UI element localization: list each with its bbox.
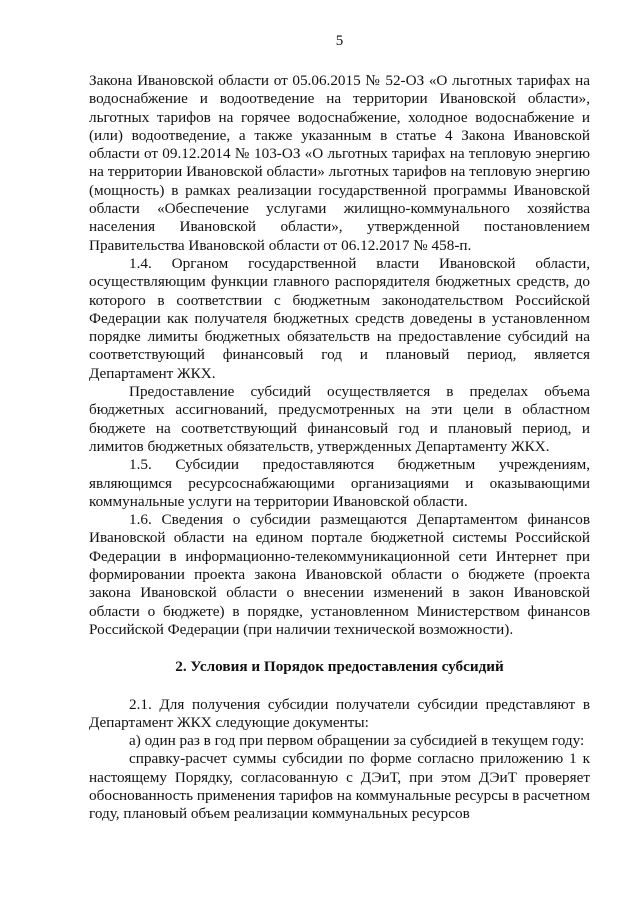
paragraph: справку-расчет суммы субсидии по форме согласно приложению 1 к настоящему Порядку, согласованную с ДЭиТ, при этом ДЭиТ проверяет обоснованность применения тарифов на коммунальные ресурсы в расчетном году, плановый объем реализации коммунальных ресурсов [89, 750, 590, 823]
section-heading: 2. Условия и Порядок предоставления субсидий [175, 658, 504, 676]
paragraph: 1.6. Сведения о субсидии размещаются Департаментом финансов Ивановской области на едином портале бюджетной системы Российской Федерации в информационно-телекоммуникационной сети Интернет при формировании проекта закона Ивановской области о бюджете (проекта закона Ивановской области о внесении изменений в закон Ивановской области о бюджете) в порядке, установленном Министерством финансов Российской Федерации (при наличии технической возможности). [89, 511, 590, 638]
paragraph: 2.1. Для получения субсидии получатели субсидии представляют в Департамент ЖКХ следующие документы: [89, 695, 590, 731]
page-number: 5 [335, 33, 344, 49]
paragraph: 1.5. Субсидии предоставляются бюджетным учреждениям, являющимся ресурсоснабжающими организациями и оказывающими коммунальные услуги на территории Ивановской области. [89, 456, 590, 510]
body-text-before [89, 72, 590, 639]
paragraph: 1.4. Органом государственной власти Ивановской области, осуществляющим функции главного распорядителя бюджетных средств, до которого в соответствии с бюджетным законодательством Российской Федерации как получателя бюджетных средств доведены в установленном порядке лимиты бюджетных обязательств на предоставление субсидий на соответствующий финансовый год и плановый период, является Департамент ЖКХ. [89, 254, 590, 382]
paragraph: Закона Ивановской области от 05.06.2015 № 52-ОЗ «О льготных тарифах на водоснабжение и водоотведение на территории Ивановской области», льготных тарифов на горячее водоснабжение, холодное водоснабжение и (или) водоотведение, а также указанным в статье 4 Закона Ивановской области от 09.12.2014 № 103-ОЗ «О льготных тарифах на тепловую энергию на территории Ивановской области» льготных тарифов на тепловую энергию (мощность) в рамках реализации государственной программы Ивановской области «Обеспечение услугами жилищно-коммунального хозяйства населения Ивановской области», утвержденной постановлением Правительства Ивановской области от 06.12.2017 № 458-п. [89, 72, 590, 254]
body-text-after [89, 696, 590, 824]
paragraph: Предоставление субсидий осуществляется в пределах объема бюджетных ассигнований, предусмотренных на эти цели в областном бюджете на соответствующий финансовый год и плановый период, и лимитов бюджетных обязательств, утвержденных Департаменту ЖКХ. [89, 383, 590, 455]
paragraph: а) один раз в год при первом обращении за субсидией в текущем году: [129, 732, 585, 750]
